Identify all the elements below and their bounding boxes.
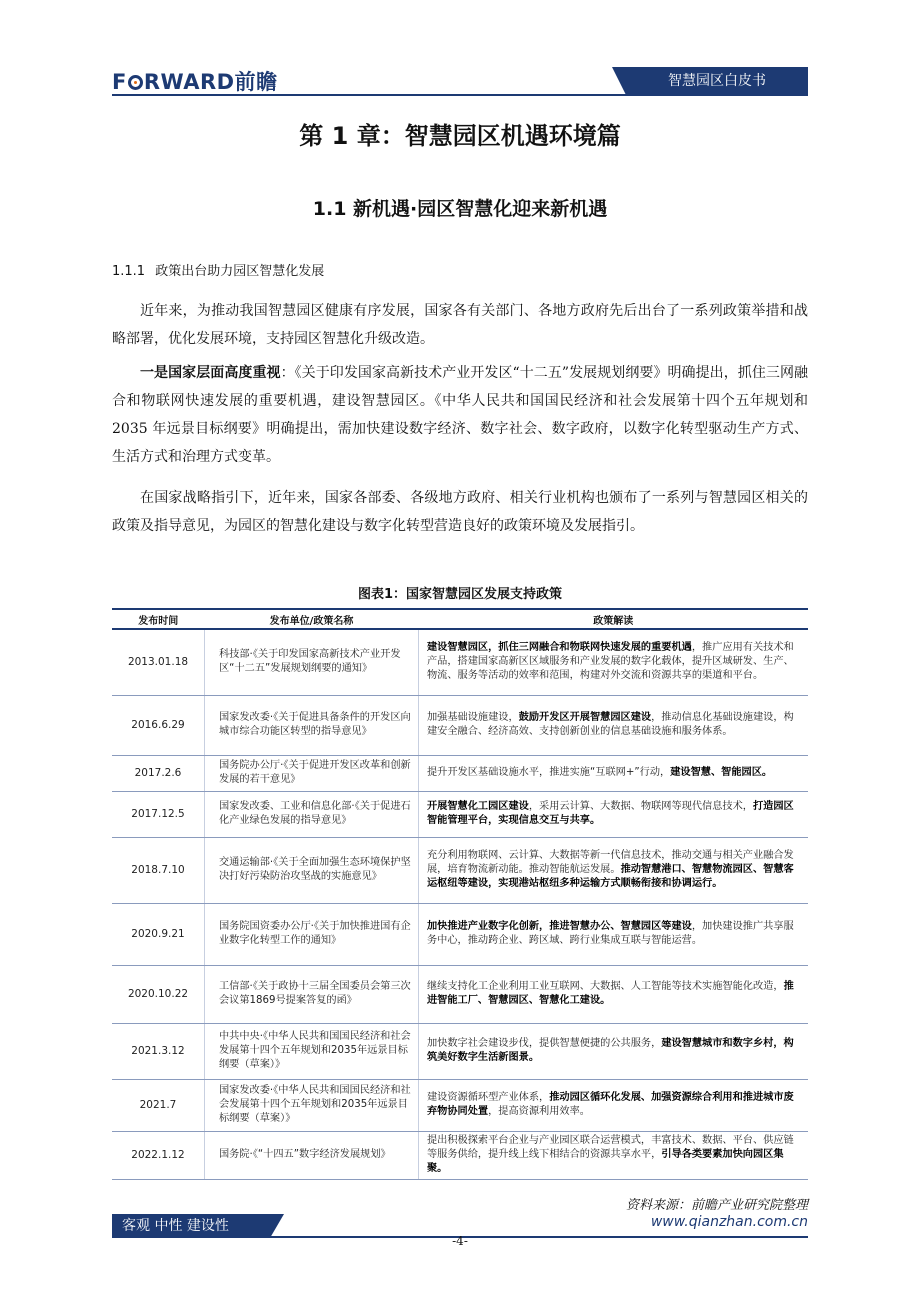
interpretation-text: ，推动信息化基础设施建设，构建安全融合、经济高效、支持创新创业的信息基础设施和服务体系。: [427, 712, 794, 737]
interpretation-text: 充分利用物联网、云计算、大数据等新一代信息技术，推动交通与相关产业融合发展，培育物流新动能。推动智能航运发展。: [427, 850, 794, 875]
paragraph-intro: 近年来，为推动我国智慧园区健康有序发展，国家各有关部门、各地方政府先后出台了一系列政策举措和战略部署，优化发展环境，支持园区智慧化升级改造。: [112, 303, 808, 347]
paragraph-national-level: [112, 359, 808, 471]
interpretation-text: 提出积极探索平台企业与产业园区联合运营模式，丰富技术、数据、平台、供应链等服务供给，提升线上线下相结合的资源共享水平，: [427, 1135, 794, 1160]
policy-date: 2017.12.5: [112, 791, 205, 837]
policy-date: 2020.9.21: [112, 903, 205, 965]
policy-date: 2021.3.12: [112, 1023, 205, 1079]
column-header-issuer: 发布单位/政策名称: [205, 609, 419, 629]
policy-issuer: 国家发改委、工业和信息化部·《关于促进石化产业绿色发展的指导意见》: [205, 791, 419, 837]
figure-title: 图表1：国家智慧园区发展支持政策: [357, 587, 563, 602]
footer-url: www.qianzhan.com.cn: [650, 1214, 808, 1230]
column-header-date: 发布时间: [112, 609, 205, 629]
table-row: [112, 965, 808, 1023]
section-title: 1.1 新机遇·园区智慧化迎来新机遇: [312, 198, 608, 220]
policy-issuer: 科技部·《关于印发国家高新技术产业开发区“十二五”发展规划纲要的通知》: [205, 629, 419, 695]
policy-interpretation: [419, 903, 809, 965]
subsection-title: 政策出台助力园区智慧化发展: [155, 264, 325, 279]
table-row: [112, 837, 808, 903]
interpretation-highlight: 鼓励开发区开展智慧园区建设: [518, 712, 652, 723]
interpretation-highlight: 建设智慧城市和数字乡村，构筑美好数字生活新图景。: [427, 1038, 794, 1063]
table-row: [112, 903, 808, 965]
interpretation-text: 提升开发区基础设施水平，推进实施“互联网+”行动，: [427, 767, 671, 778]
interpretation-text: ，采用云计算、大数据、物联网等现代信息技术，: [528, 801, 753, 812]
policy-interpretation: [419, 755, 809, 791]
interpretation-highlight: 建设智慧园区，抓住三网融合和物联网快速发展的重要机遇: [427, 642, 692, 654]
policy-date: 2020.10.22: [112, 965, 205, 1023]
interpretation-text: ，推广应用有关技术和产品，搭建国家高新区区域服务和产业发展的数字化载体，提升区域研发、生产、物流、服务等活动的效率和范围，构建对外交流和资源共享的渠道和平台。: [427, 642, 794, 682]
paragraph-lead-bold: 一是国家层面高度重视: [140, 365, 281, 381]
footer-slogan: 客观 中性 建设性: [112, 1214, 270, 1238]
table-body: [112, 629, 808, 1179]
policy-issuer: 国家发改委·《中华人民共和国国民经济和社会发展第十四个五年规划和2035年远景目标纲要（草案）》: [205, 1079, 419, 1131]
paragraph-body: ：《关于印发国家高新技术产业开发区“十二五”发展规划纲要》明确提出，抓住三网融合和物联网快速发展的重要机遇，建设智慧园区。《中华人民共和国国民经济和社会发展第十四个五年规划和 2035 年远景目标纲要》明确提出，需加快建设数字经济、数字社会、数字政府，以数字化转型驱动生产方式、生活方式和治理方式变革。: [112, 365, 809, 465]
subsection-heading: [112, 260, 324, 279]
table-row: [112, 695, 808, 755]
logo-text-start: F: [112, 70, 127, 94]
policy-issuer: 工信部·《关于政协十三届全国委员会第三次会议第1869号提案答复的函》: [205, 965, 419, 1023]
policy-interpretation: [419, 629, 809, 695]
interpretation-highlight: 推进智能工厂、智慧园区、智慧化工建设。: [427, 981, 794, 1006]
policy-interpretation: [419, 1023, 809, 1079]
interpretation-text: 加快数字社会建设步伐，提供智慧便捷的公共服务，: [427, 1038, 662, 1049]
policy-interpretation: [419, 965, 809, 1023]
page-number: -4-: [452, 1234, 468, 1248]
table-header-row: [112, 609, 808, 629]
header-divider: [112, 94, 808, 96]
interpretation-text: 加强基础设施建设，: [427, 712, 519, 723]
page-header: [0, 0, 920, 100]
interpretation-text: 继续支持化工企业利用工业互联网、大数据、人工智能等技术实施智能化改造，: [427, 981, 784, 992]
policy-issuer: 国家发改委·《关于促进具备条件的开发区向城市综合功能区转型的指导意见》: [205, 695, 419, 755]
policy-issuer: 国务院·《“十四五”数字经济发展规划》: [205, 1131, 419, 1179]
policy-date: 2022.1.12: [112, 1131, 205, 1179]
source-note: 资料来源：前瞻产业研究院整理: [625, 1198, 808, 1213]
table-row: [112, 1131, 808, 1179]
interpretation-highlight: 建设智慧、智能园区。: [670, 767, 773, 778]
logo-o-icon: [128, 75, 143, 90]
policy-date: 2017.2.6: [112, 755, 205, 791]
logo-text-end: RWARD前瞻: [143, 70, 278, 94]
interpretation-text: ，加快建设推广共享服务中心，推动跨企业、跨区域、跨行业集成互联与智能运营。: [427, 921, 794, 946]
forward-logo: [112, 66, 278, 96]
interpretation-text: 建设资源循环型产业体系，: [427, 1092, 550, 1103]
table-row: [112, 755, 808, 791]
column-header-interpretation: 政策解读: [419, 609, 809, 629]
interpretation-highlight: 加快推进产业数字化创新，推进智慧办公、智慧园区等建设: [427, 921, 692, 932]
policy-interpretation: [419, 791, 809, 837]
interpretation-highlight: 开展智慧化工园区建设: [427, 801, 529, 812]
policy-issuer: 国务院办公厅·《关于促进开发区改革和创新发展的若干意见》: [205, 755, 419, 791]
policy-table: [112, 608, 808, 1180]
policy-interpretation: [419, 695, 809, 755]
header-doc-tab: 智慧园区白皮书: [626, 67, 808, 95]
interpretation-highlight: 推动园区循环化发展、加强资源综合利用和推进城市废弃物协同处置: [427, 1092, 794, 1117]
table-row: [112, 1023, 808, 1079]
policy-date: 2018.7.10: [112, 837, 205, 903]
table-row: [112, 791, 808, 837]
interpretation-highlight: 打造园区智能管理平台，实现信息交互与共享。: [427, 801, 794, 826]
interpretation-highlight: 推动智慧港口、智慧物流园区、智慧客运枢纽等建设，实现港站枢纽多种运输方式顺畅衔接和协调运行。: [427, 864, 794, 889]
subsection-number: 1.1.1: [112, 264, 146, 279]
policy-date: 2016.6.29: [112, 695, 205, 755]
policy-interpretation: [419, 837, 809, 903]
interpretation-text: ，提高资源利用效率。: [488, 1106, 590, 1117]
policy-date: 2021.7: [112, 1079, 205, 1131]
table-row: [112, 1079, 808, 1131]
interpretation-highlight: 引导各类要素加快向园区集聚。: [427, 1149, 784, 1174]
policy-date: 2013.01.18: [112, 629, 205, 695]
policy-interpretation: [419, 1079, 809, 1131]
paragraph-guidance: 在国家战略指引下，近年来，国家各部委、各级地方政府、相关行业机构也颁布了一系列与智慧园区相关的政策及指导意见，为园区的智慧化建设与数字化转型营造良好的政策环境及发展指引。: [112, 490, 808, 534]
policy-interpretation: [419, 1131, 809, 1179]
chapter-title: 第 1 章：智慧园区机遇环境篇: [299, 122, 621, 150]
policy-issuer: 交通运输部·《关于全面加强生态环境保护坚决打好污染防治攻坚战的实施意见》: [205, 837, 419, 903]
policy-issuer: 中共中央·《中华人民共和国国民经济和社会发展第十四个五年规划和2035年远景目标纲要（草案）》: [205, 1023, 419, 1079]
policy-issuer: 国务院国资委办公厅·《关于加快推进国有企业数字化转型工作的通知》: [205, 903, 419, 965]
table-row: [112, 629, 808, 695]
